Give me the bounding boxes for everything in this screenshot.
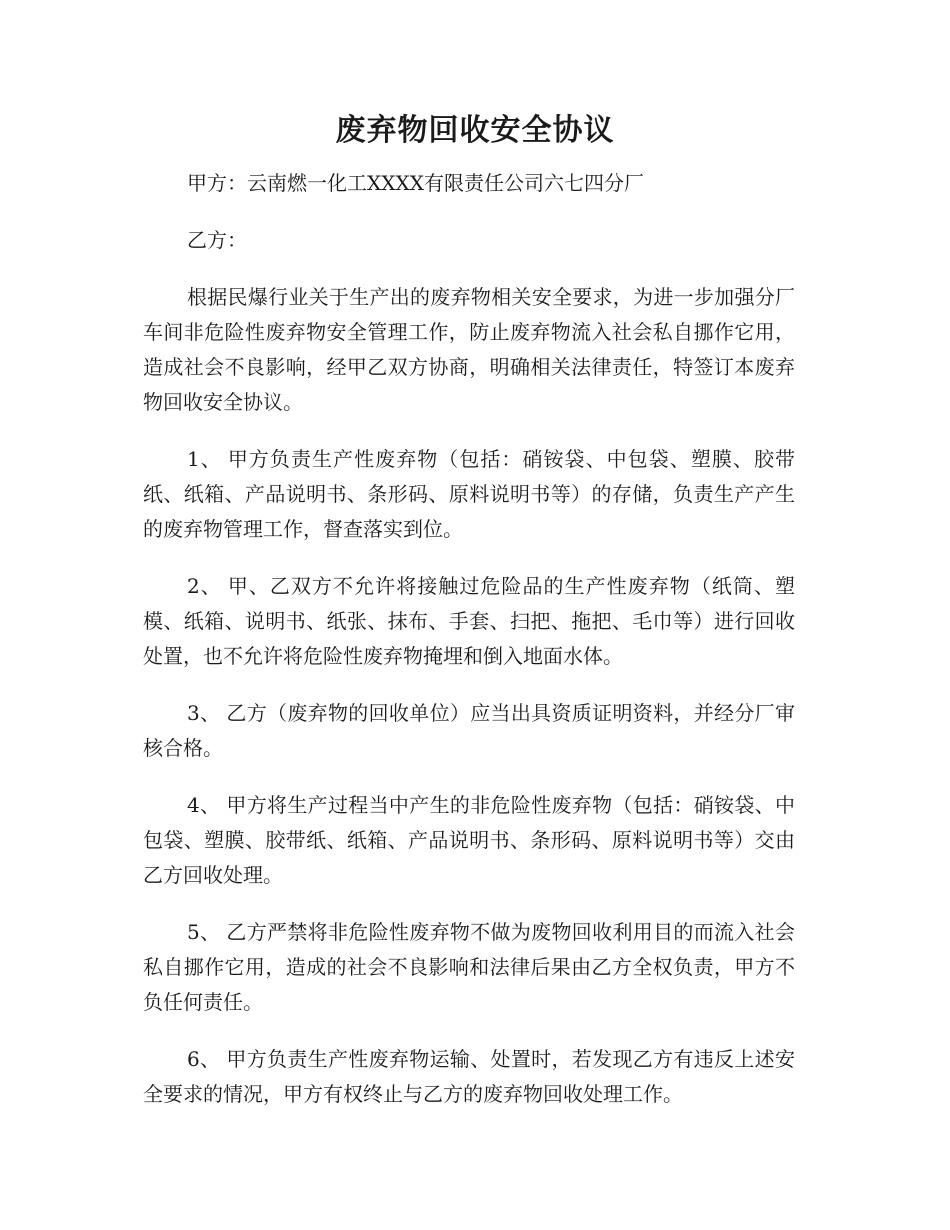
clause-2 [143,569,795,674]
clause-text: 甲方负责生产性废弃物（包括：硝铵袋、中包袋、塑膜、胶带纸、纸箱、产品说明书、条形码、原料说明书等）的存储，负责生产产生的废弃物管理工作，督查落实到位。 [143,447,796,541]
clause-text: 乙方（废弃物的回收单位）应当出具资质证明资料，并经分厂审核合格。 [143,701,796,760]
clause-3 [143,696,795,766]
clause-number: 1、 [187,447,222,471]
clause-number: 6、 [187,1047,221,1071]
clause-6 [143,1042,795,1112]
party-a-line: 甲方：云南燃一化工XXXX有限责任公司六七四分厂 [187,171,644,195]
party-b-line: 乙方： [187,228,247,252]
clause-number: 3、 [187,701,221,725]
clause-text: 甲方负责生产性废弃物运输、处置时，若发现乙方有违反上述安全要求的情况，甲方有权终止与乙方的废弃物回收处理工作。 [143,1047,796,1106]
preamble-paragraph: 根据民爆行业关于生产出的废弃物相关安全要求，为进一步加强分厂车间非危险性废弃物安全管理工作，防止废弃物流入社会私自挪作它用，造成社会不良影响，经甲乙双方协商，明确相关法律责任，特签订本废弃物回收安全协议。 [143,285,795,414]
clause-number: 2、 [187,574,222,598]
document-body [143,166,795,1134]
document-title: 废弃物回收安全协议 [335,113,615,148]
clause-text: 甲、乙双方不允许将接触过危险品的生产性废弃物（纸筒、塑模、纸箱、说明书、纸张、抹布、手套、扫把、拖把、毛巾等）进行回收处置，也不允许将危险性废弃物掩埋和倒入地面水体。 [143,574,796,668]
clause-1 [143,442,795,547]
clause-number: 5、 [187,920,221,944]
clause-text: 甲方将生产过程当中产生的非危险性废弃物（包括：硝铵袋、中包袋、塑膜、胶带纸、纸箱、产品说明书、条形码、原料说明书等）交由乙方回收处理。 [143,793,796,887]
clause-number: 4、 [187,793,221,817]
clause-text: 乙方严禁将非危险性废弃物不做为废物回收利用目的而流入社会私自挪作它用，造成的社会不良影响和法律后果由乙方全权负责，甲方不负任何责任。 [143,920,796,1014]
clause-5 [143,915,795,1020]
clause-4 [143,788,795,893]
